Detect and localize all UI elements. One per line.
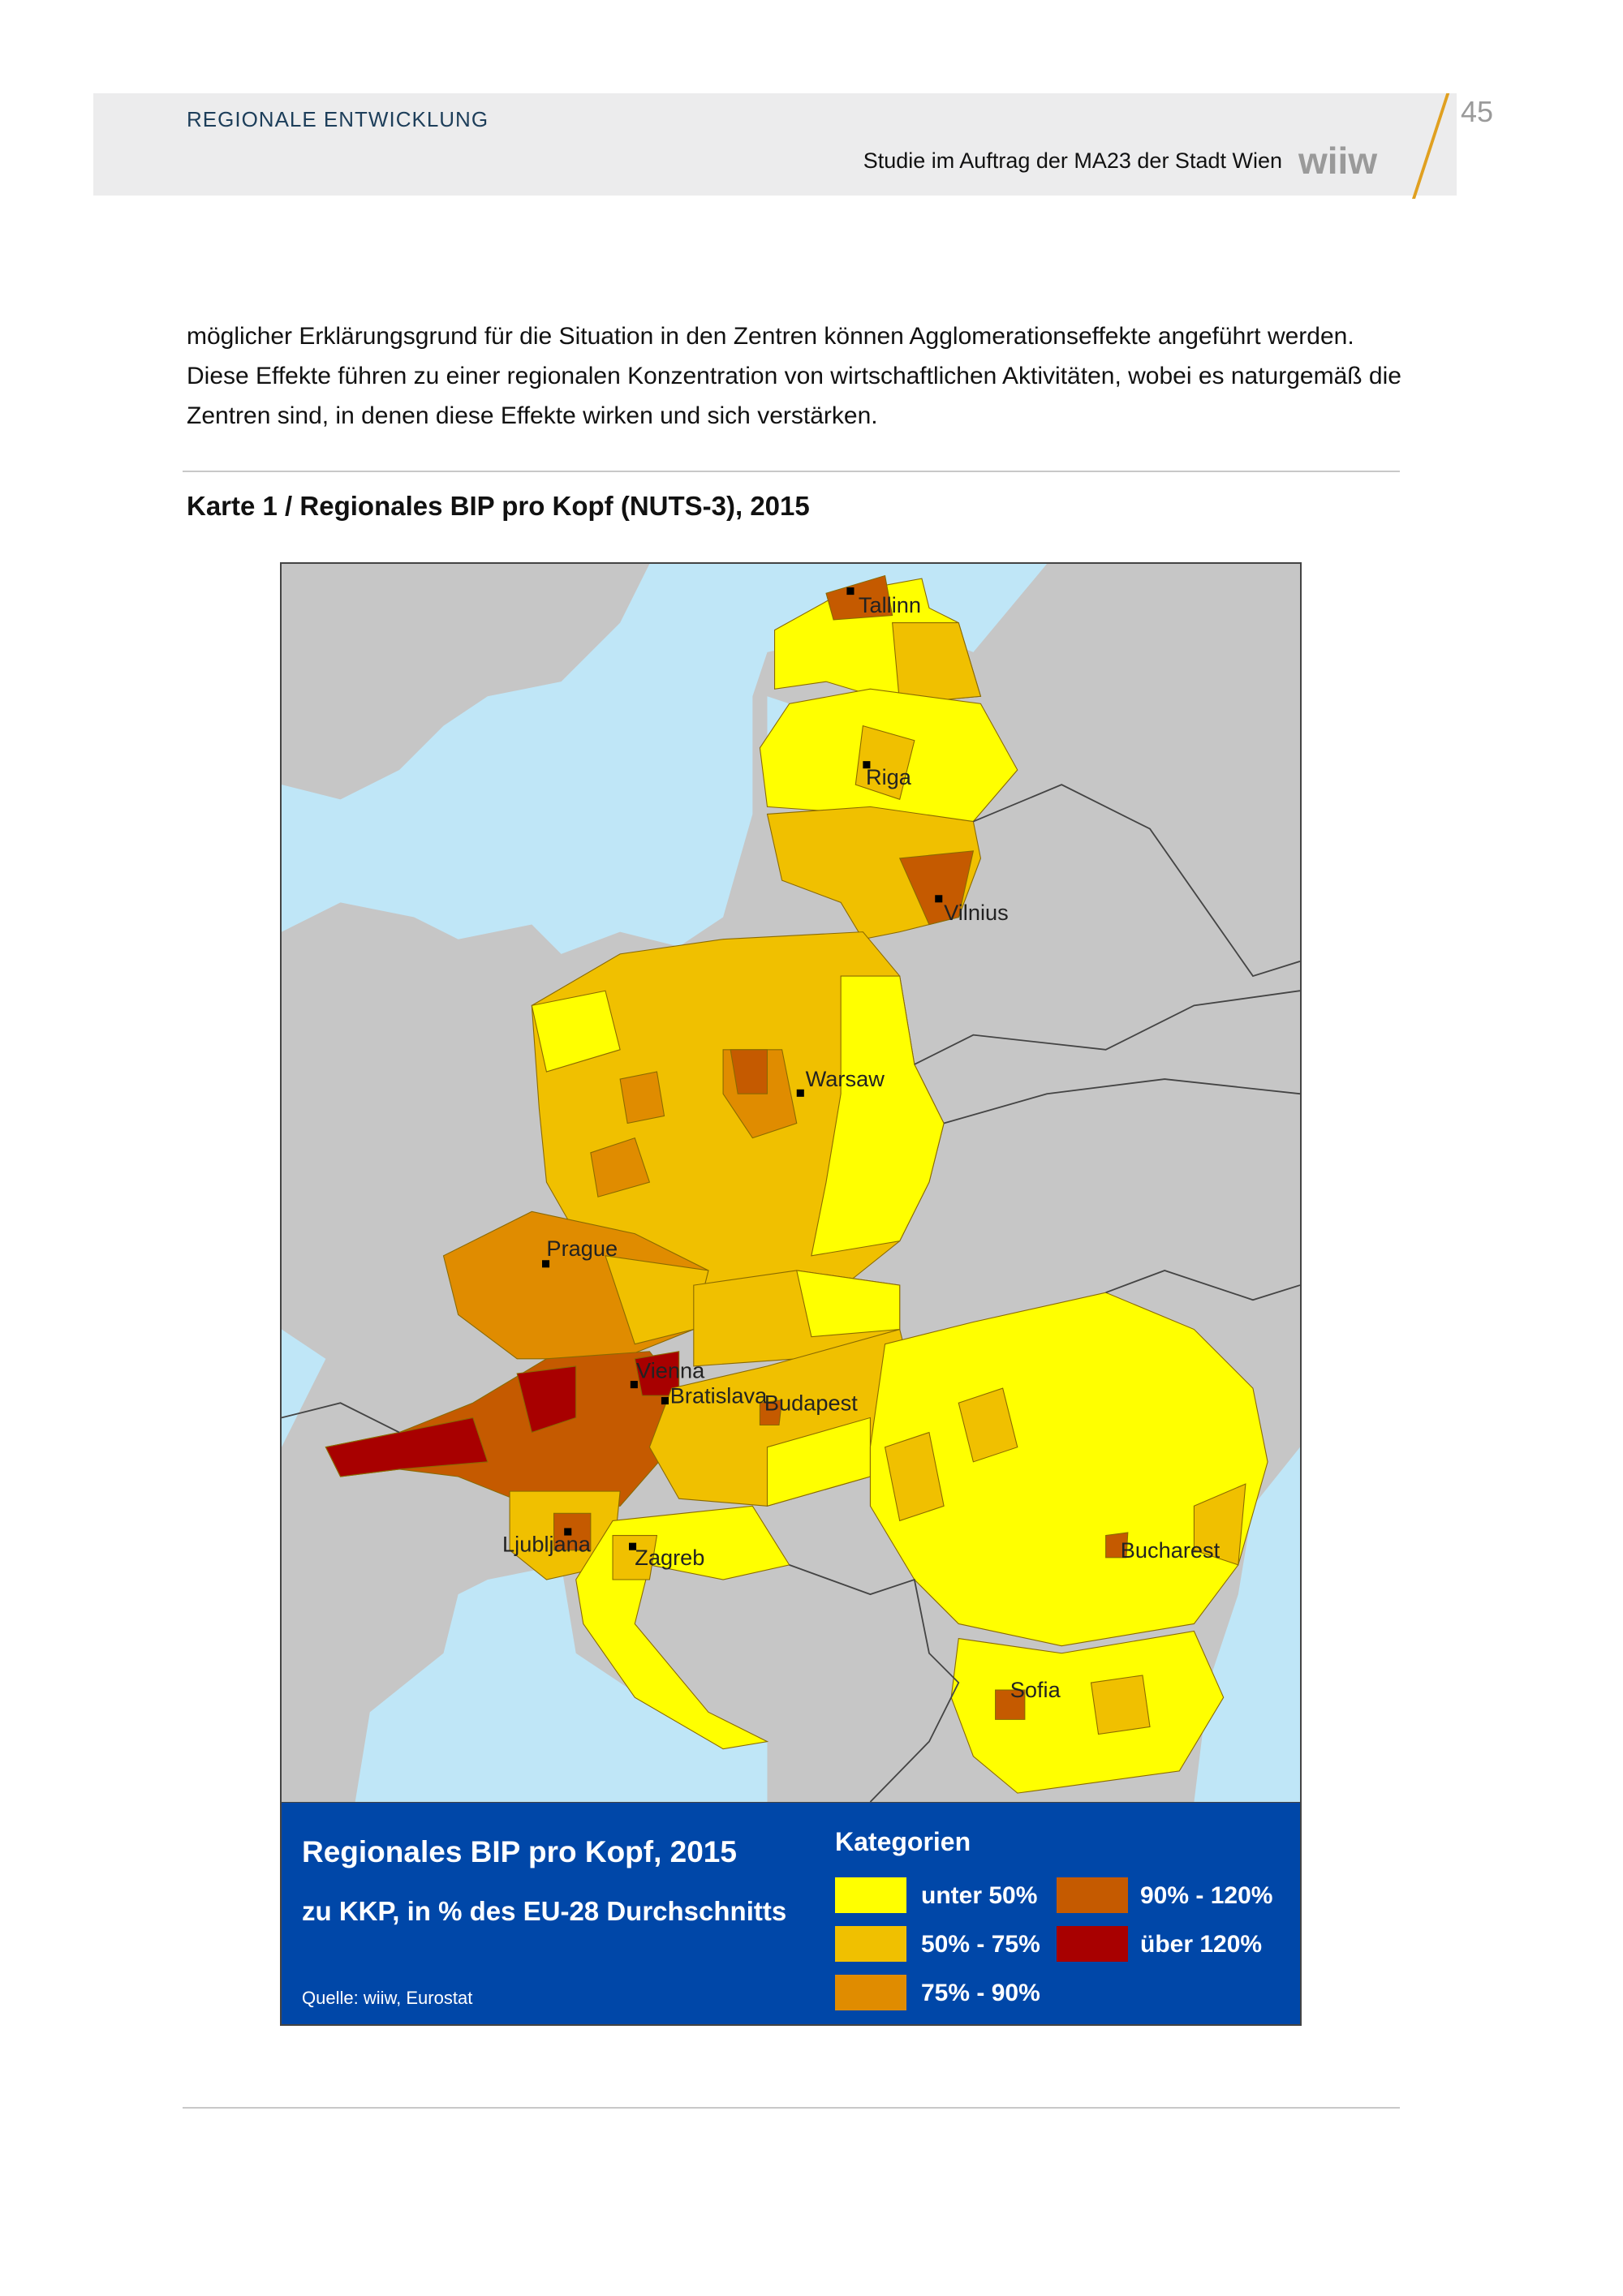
legend-categories-title: Kategorien: [835, 1827, 971, 1856]
legend-label: 50% - 75%: [921, 1931, 1040, 1958]
body-paragraph: möglicher Erklärungsgrund für die Situation in den Zentren können Agglomerationseffekte angeführt werden. Diese Effekte führen zu einer regionalen Konzentration von wirtschaftlichen Aktivitäten, wobei es naturgemäß die Zentren sind, in denen diese Effekte wirken und sich verstärken.: [187, 323, 1401, 429]
city-label-tallinn: Tallinn: [858, 591, 922, 617]
legend-swatch-unter-50: [835, 1877, 906, 1913]
wiiw-logo: wiiw: [1298, 140, 1378, 182]
legend-subtitle: zu KKP, in % des EU-28 Durchschnitts: [302, 1896, 787, 1926]
city-label-warsaw: Warsaw: [805, 1066, 885, 1092]
city-label-vienna: Vienna: [636, 1357, 705, 1383]
city-label-bratislava: Bratislava: [669, 1382, 768, 1408]
legend-source: Quelle: wiiw, Eurostat: [302, 1988, 473, 2008]
legend-swatch-50-75: [835, 1926, 906, 1962]
austria: [325, 1352, 678, 1507]
bulgaria: [951, 1632, 1224, 1794]
regional-gdp-map: [280, 562, 1302, 1804]
legend-label: unter 50%: [921, 1882, 1038, 1909]
city-label-zagreb: Zagreb: [635, 1544, 705, 1570]
figure-caption: Karte 1 / Regionales BIP pro Kopf (NUTS-3), 2015: [187, 491, 810, 521]
city-label-sofia: Sofia: [1010, 1677, 1061, 1703]
divider: [183, 471, 1400, 472]
page-header: [93, 93, 1457, 196]
city-label-riga: Riga: [865, 764, 911, 790]
legend-label: 75% - 90%: [921, 1980, 1040, 2006]
legend-label: über 120%: [1140, 1931, 1263, 1958]
page-number: 45: [1461, 95, 1494, 128]
legend-title: Regionales BIP pro Kopf, 2015: [302, 1835, 737, 1868]
city-label-budapest: Budapest: [764, 1390, 858, 1416]
city-label-prague: Prague: [546, 1235, 618, 1261]
footer-divider: [183, 2107, 1400, 2109]
section-title: REGIONALE ENTWICKLUNG: [187, 107, 489, 131]
header-subtitle: Studie im Auftrag der MA23 der Stadt Wien: [863, 148, 1282, 173]
city-label-ljubljana: Ljubljana: [502, 1531, 591, 1557]
city-label-vilnius: Vilnius: [944, 900, 1009, 926]
legend-swatch-75-90: [835, 1975, 906, 2010]
map-legend: [280, 1803, 1302, 2026]
legend-label: 90% - 120%: [1140, 1882, 1273, 1909]
legend-swatch-90-120: [1057, 1877, 1128, 1913]
city-label-bucharest: Bucharest: [1120, 1537, 1220, 1563]
legend-swatch-ueber-120: [1057, 1926, 1128, 1962]
